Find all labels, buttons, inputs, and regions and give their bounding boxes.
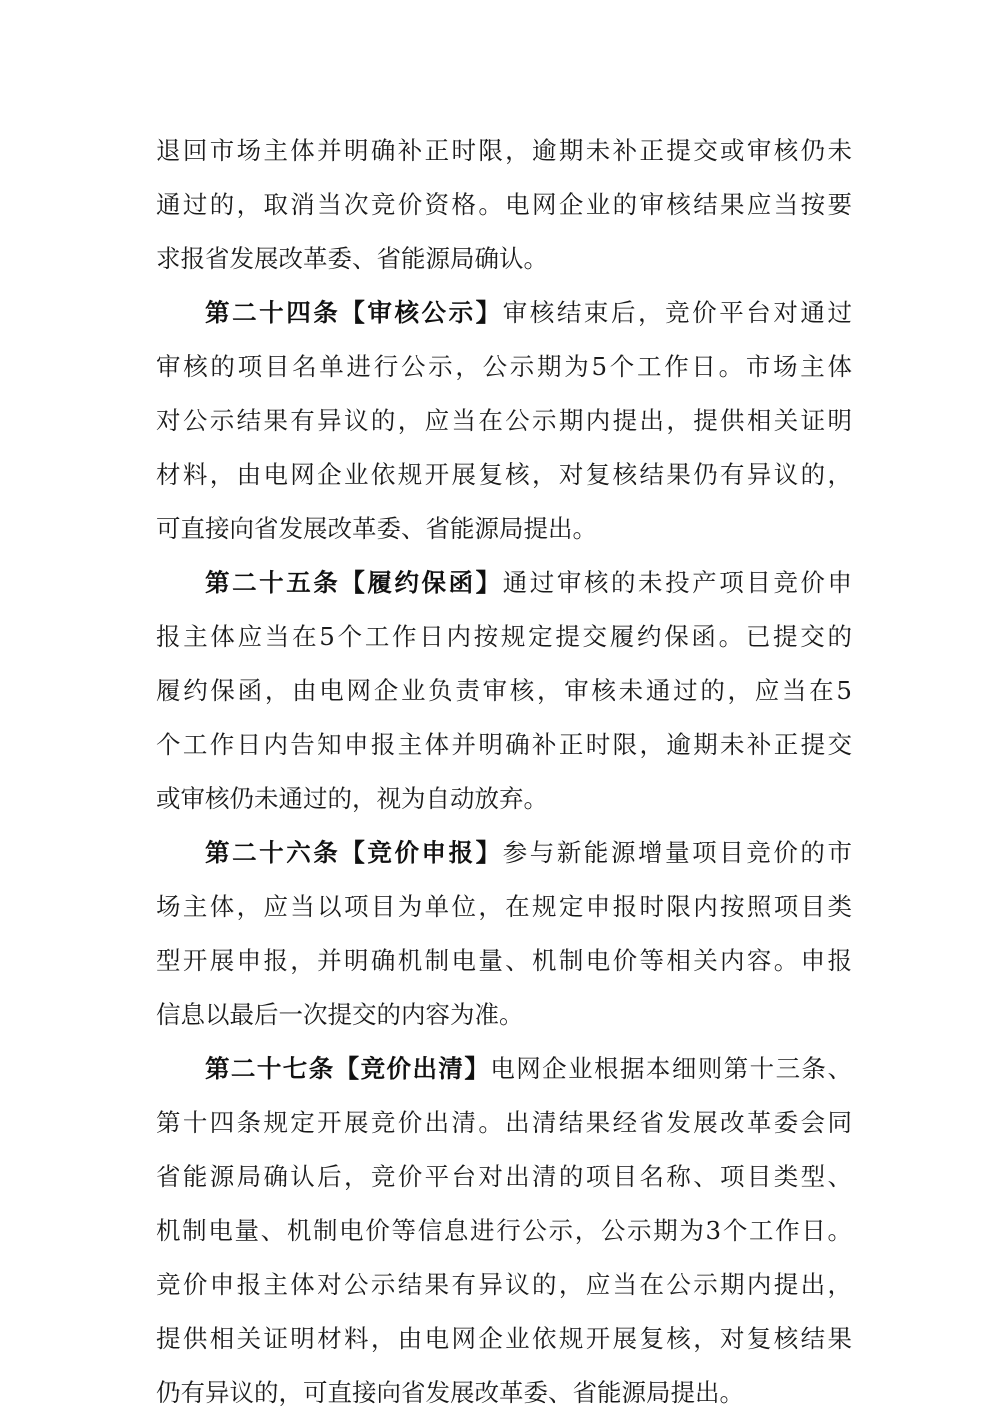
- text-line: 个工作日内告知申报主体并明确补正时限，逾期未补正提交: [156, 730, 852, 759]
- text-line: 机制电量、机制电价等信息进行公示，公示期为3个工作日。: [156, 1216, 852, 1245]
- article-26: [156, 826, 852, 1042]
- text-line: [156, 556, 852, 610]
- text-line: 型开展申报，并明确机制电量、机制电价等相关内容。申报: [156, 946, 852, 975]
- text-line: 履约保函，由电网企业负责审核，审核未通过的，应当在5: [156, 676, 852, 705]
- text-line: 可直接向省发展改革委、省能源局提出。: [156, 514, 597, 543]
- article-text: 电网企业根据本细则第十三条、: [490, 1054, 852, 1083]
- text-line: 求报省发展改革委、省能源局确认。: [156, 244, 548, 273]
- text-line: 提供相关证明材料，由电网企业依规开展复核，对复核结果: [156, 1324, 852, 1353]
- text-line: 通过的，取消当次竞价资格。电网企业的审核结果应当按要: [156, 190, 852, 219]
- text-line: 材料，由电网企业依规开展复核，对复核结果仍有异议的，: [156, 460, 852, 489]
- text-line: 信息以最后一次提交的内容为准。: [156, 1000, 524, 1029]
- text-line: 第十四条规定开展竞价出清。出清结果经省发展改革委会同: [156, 1108, 852, 1137]
- article-27: [156, 1042, 852, 1420]
- text-line: 竞价申报主体对公示结果有异议的，应当在公示期内提出，: [156, 1270, 852, 1299]
- article-25: [156, 556, 852, 826]
- text-line: 或审核仍未通过的，视为自动放弃。: [156, 784, 548, 813]
- paragraph-continuation: [156, 124, 852, 286]
- text-line: [156, 286, 852, 340]
- text-line: 对公示结果有异议的，应当在公示期内提出，提供相关证明: [156, 406, 852, 435]
- article-heading: 第二十七条【竞价出清】: [205, 1054, 491, 1083]
- article-text: 通过审核的未投产项目竞价申: [502, 568, 852, 597]
- article-24: [156, 286, 852, 556]
- text-line: [156, 1042, 852, 1096]
- document-body: [156, 124, 852, 1420]
- text-line: 退回市场主体并明确补正时限，逾期未补正提交或审核仍未: [156, 136, 852, 165]
- text-line: 审核的项目名单进行公示，公示期为5个工作日。市场主体: [156, 352, 852, 381]
- article-heading: 第二十五条【履约保函】: [205, 568, 503, 597]
- text-line: 场主体，应当以项目为单位，在规定申报时限内按照项目类: [156, 892, 852, 921]
- text-line: 仍有异议的，可直接向省发展改革委、省能源局提出。: [156, 1378, 744, 1407]
- article-heading: 第二十四条【审核公示】: [205, 298, 503, 327]
- text-line: 省能源局确认后，竞价平台对出清的项目名称、项目类型、: [156, 1162, 852, 1191]
- text-line: 报主体应当在5个工作日内按规定提交履约保函。已提交的: [156, 622, 852, 651]
- article-text: 参与新能源增量项目竞价的市: [502, 838, 852, 867]
- article-text: 审核结束后，竞价平台对通过: [502, 298, 852, 327]
- article-heading: 第二十六条【竞价申报】: [205, 838, 503, 867]
- text-line: [156, 826, 852, 880]
